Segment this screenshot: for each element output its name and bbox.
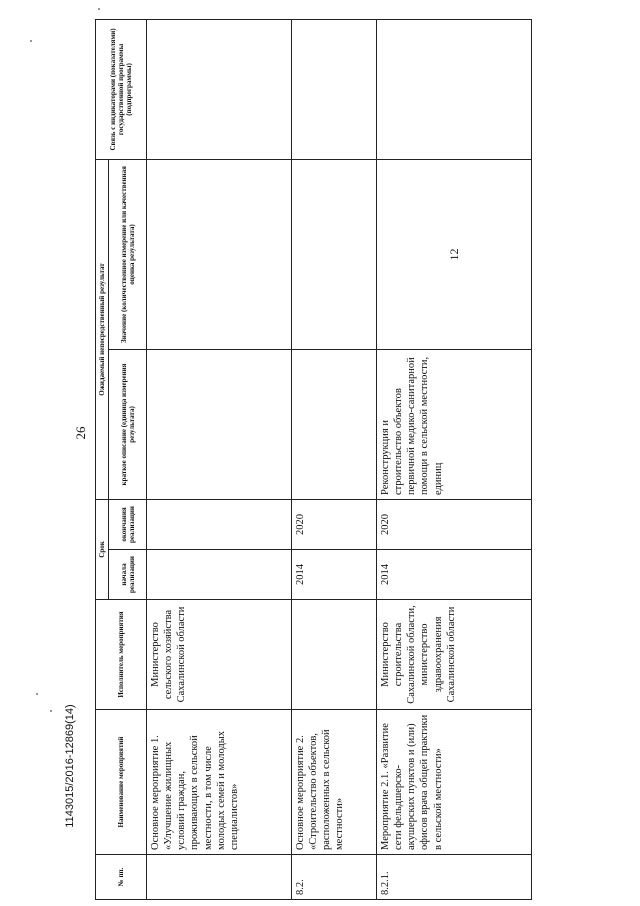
cell-link <box>377 19 532 159</box>
cell-executor: Министерство строительства Сахалинской области, министерство здравоохранения Сахалинской области <box>377 600 532 710</box>
header-num: № пп. <box>96 855 147 900</box>
cell-end: 2020 <box>377 499 532 549</box>
rotated-table-container <box>95 20 530 900</box>
cell-value <box>292 159 377 349</box>
cell-description <box>147 349 292 499</box>
cell-end <box>147 499 292 549</box>
cell-start: 2014 <box>377 550 532 600</box>
header-link-indicators: Связь с индикаторами (показателями) государственной программы (подпрограммы) <box>96 19 147 159</box>
header-term-end: окончания реализации <box>109 499 147 549</box>
cell-link <box>147 19 292 159</box>
header-term-start: начала реализации <box>109 550 147 600</box>
cell-link <box>292 19 377 159</box>
header-value: Значение (количественное измерение или качественная оценка результата) <box>109 159 147 349</box>
cell-executor <box>292 600 377 710</box>
cell-description <box>292 349 377 499</box>
table-row <box>147 19 292 899</box>
cell-name: Основное мероприятие 1. «Улучшение жилищных условий граждан, проживающих в сельской местности, в том числе молодых семей и молодых специалистов» <box>147 710 292 855</box>
activities-table <box>95 19 532 900</box>
scan-speck <box>98 8 100 10</box>
header-name: Наименование мероприятий <box>96 710 147 855</box>
cell-description: Реконструкция и строительство объектов первичной медико-санитарной помощи в сельской местности, единиц <box>377 349 532 499</box>
document-code: 1143015/2016-12869(14) <box>64 704 76 828</box>
cell-num <box>147 855 292 900</box>
header-short-description: краткое описание (единица измерения результата) <box>109 349 147 499</box>
cell-value: 12 <box>377 159 532 349</box>
cell-start <box>147 550 292 600</box>
header-executor: Исполнитель мероприятия <box>96 600 147 710</box>
scan-speck <box>36 693 38 695</box>
cell-num: 8.2. <box>292 855 377 900</box>
cell-num: 8.2.1. <box>377 855 532 900</box>
header-expected-result: Ожидаемый непосредственный результат <box>96 159 109 499</box>
table-row <box>377 19 532 899</box>
cell-name: Основное мероприятие 2. «Строительство объектов, расположенных в сельской местности» <box>292 710 377 855</box>
scan-speck <box>30 40 32 42</box>
cell-executor: Министерство сельского хозяйства Сахалинской области <box>147 600 292 710</box>
cell-end: 2020 <box>292 499 377 549</box>
page-number: 26 <box>73 426 88 440</box>
header-term: Срок <box>96 499 109 599</box>
cell-name: Мероприятие 2.1. «Развитие сети фельдшерско-акушерских пунктов и (или) офисов врача общей практики в сельской местности» <box>377 710 532 855</box>
table-row <box>292 19 377 899</box>
scan-speck <box>50 710 52 712</box>
cell-start: 2014 <box>292 550 377 600</box>
cell-value <box>147 159 292 349</box>
